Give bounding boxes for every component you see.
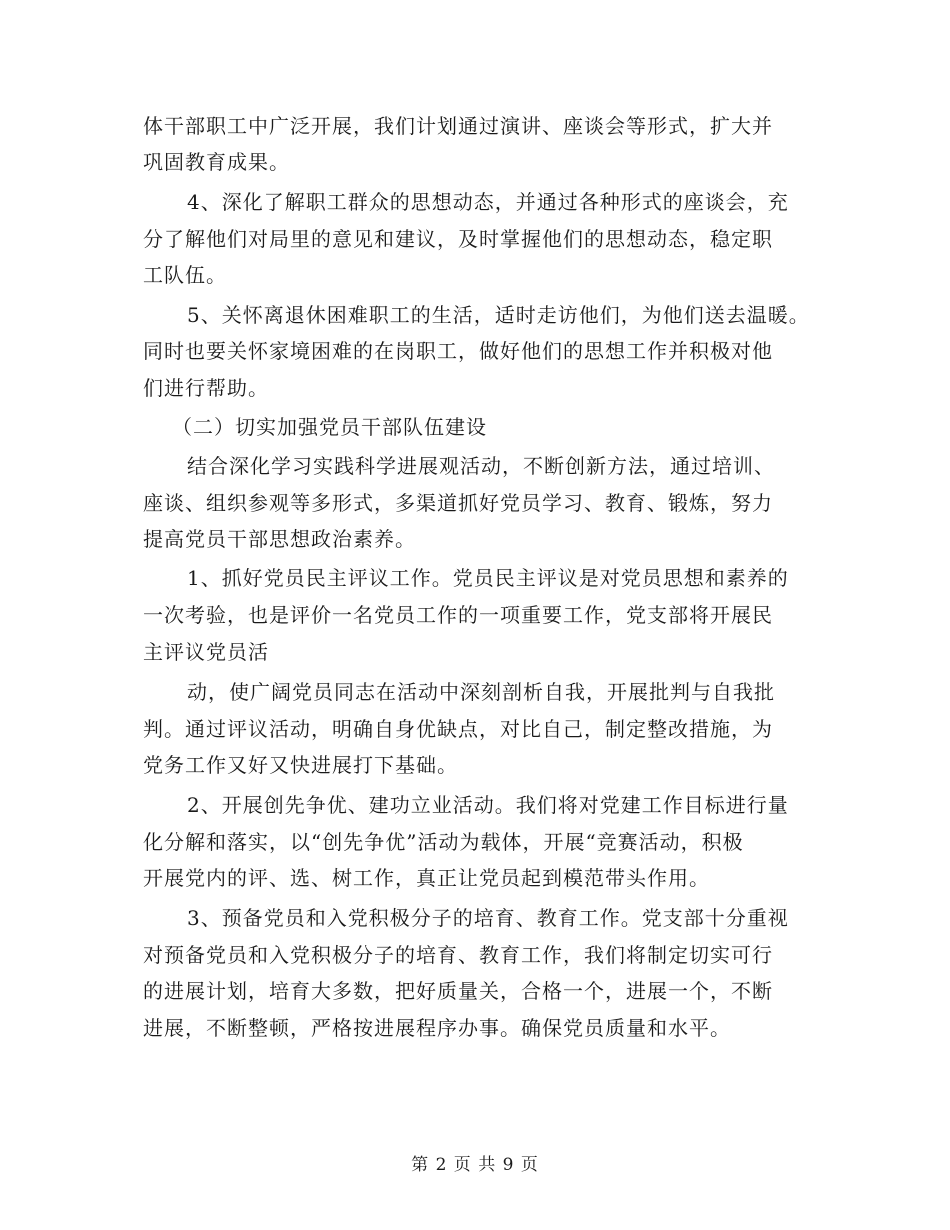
text-line: 巩固教育成果。 xyxy=(143,150,290,174)
text-line: 开展党内的评、选、树工作，真正让党员起到模范带头作用。 xyxy=(143,866,710,890)
text-line: 4、深化了解职工群众的思想动态，并通过各种形式的座谈会，充 xyxy=(187,190,789,214)
text-line: 主评议党员活 xyxy=(143,640,269,664)
text-line: 判。通过评议活动，明确自身优缺点，对比自己，制定整改措施，为 xyxy=(143,717,773,741)
text-line: 同时也要关怀家境困难的在岗职工，做好他们的思想工作并积极对他 xyxy=(143,339,773,363)
text-line: 进展，不断整顿，严格按进展程序办事。确保党员质量和水平。 xyxy=(143,1016,731,1040)
text-line: 党务工作又好又快进展打下基础。 xyxy=(143,753,458,777)
text-line: 的进展计划，培育大多数，把好质量关，合格一个，进展一个，不断 xyxy=(143,979,773,1003)
text-line: 动，使广阔党员同志在活动中深刻剖析自我，开展批判与自我批 xyxy=(187,680,775,704)
page-number-footer: 第 2 页 共 9 页 xyxy=(411,1155,539,1175)
text-line: 座谈、组织参观等多形式，多渠道抓好党员学习、教育、锻炼，努力 xyxy=(143,491,773,515)
text-line: 5、关怀离退休困难职工的生活，适时走访他们，为他们送去温暖。 xyxy=(187,303,810,327)
text-line: 分了解他们对局里的意见和建议，及时掌握他们的思想动态，稳定职 xyxy=(143,227,773,251)
section-heading: （二）切实加强党员干部队伍建设 xyxy=(172,415,487,439)
text-line: 化分解和落实，以“创先争优”活动为载体，开展“竞赛活动，积极 xyxy=(143,830,744,854)
text-line: 一次考验，也是评价一名党员工作的一项重要工作，党支部将开展民 xyxy=(143,603,773,627)
text-line: 对预备党员和入党积极分子的培育、教育工作，我们将制定切实可行 xyxy=(143,943,773,967)
text-line: 体干部职工中广泛开展，我们计划通过演讲、座谈会等形式，扩大并 xyxy=(143,114,773,138)
text-line: 1、抓好党员民主评议工作。党员民主评议是对党员思想和素养的 xyxy=(187,566,789,590)
text-line: 工队伍。 xyxy=(143,263,227,287)
text-line: 3、预备党员和入党积极分子的培育、教育工作。党支部十分重视 xyxy=(187,906,789,930)
text-line: 结合深化学习实践科学进展观活动，不断创新方法，通过培训、 xyxy=(187,454,775,478)
text-line: 提高党员干部思想政治素养。 xyxy=(143,527,416,551)
text-line: 2、开展创先争优、建功立业活动。我们将对党建工作目标进行量 xyxy=(187,793,789,817)
text-line: 们进行帮助。 xyxy=(143,376,269,400)
